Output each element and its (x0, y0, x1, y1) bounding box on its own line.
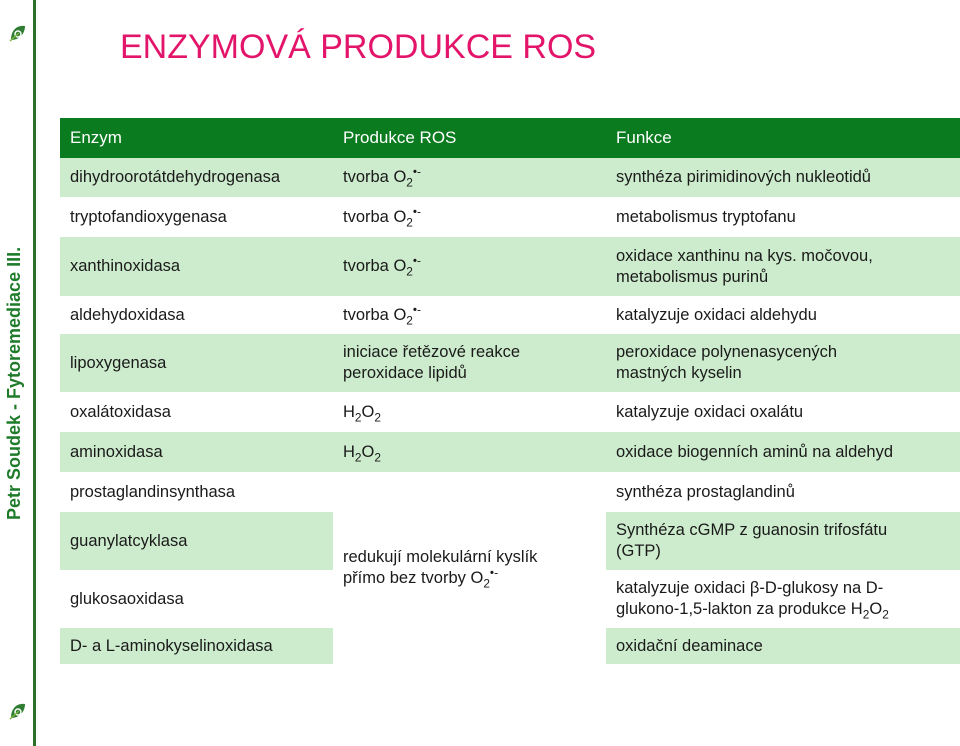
table-row (60, 334, 960, 392)
funkce-cell: oxidace biogenních aminů na aldehyd (606, 432, 960, 472)
ros-cell: tvorba $O_2^{•-}$ (333, 237, 606, 296)
ros-cell: tvorba $O_2^{•-}$ (333, 197, 606, 237)
header-funkce: Funkce (606, 118, 960, 158)
enzym-cell: xanthinoxidasa (60, 237, 333, 296)
enzym-cell: aminoxidasa (60, 432, 333, 472)
table-row (60, 472, 960, 512)
enzyme-table (60, 118, 960, 664)
funkce-cell: metabolismus tryptofanu (606, 197, 960, 237)
table-row (60, 237, 960, 296)
leaf-logo-icon (7, 22, 29, 44)
funkce-cell: oxidační deaminace (606, 628, 960, 664)
enzym-cell: tryptofandioxygenasa (60, 197, 333, 237)
enzym-cell: oxalátoxidasa (60, 392, 333, 432)
slide-content (36, 0, 960, 746)
enzym-cell: prostaglandinsynthasa (60, 472, 333, 512)
enzym-cell: glukosaoxidasa (60, 570, 333, 628)
ros-cell: $H_2O_2$ (333, 432, 606, 472)
leaf-logo-icon (7, 700, 29, 722)
table-row (60, 197, 960, 237)
ros-cell: $H_2O_2$ (333, 392, 606, 432)
funkce-cell: Synthéza cGMP z guanosin trifosfátu (GTP) (606, 512, 960, 570)
sidebar (0, 0, 36, 746)
funkce-cell: synthéza pirimidinových nukleotidů (606, 158, 960, 197)
table-row (60, 158, 960, 197)
ros-merged-cell: redukují molekulární kyslík přímo bez tvorby $O_2^{•-}$ (333, 472, 606, 664)
header-enzym: Enzym (60, 118, 333, 158)
enzym-cell: dihydroorotátdehydrogenasa (60, 158, 333, 197)
header-produkce-ros: Produkce ROS (333, 118, 606, 158)
table-row (60, 392, 960, 432)
enzym-cell: D- a L-aminokyselinoxidasa (60, 628, 333, 664)
funkce-cell: synthéza prostaglandinů (606, 472, 960, 512)
enzym-cell: guanylatcyklasa (60, 512, 333, 570)
funkce-cell: katalyzuje oxidaci oxalátu (606, 392, 960, 432)
table-header-row (60, 118, 960, 158)
funkce-cell: katalyzuje oxidaci β-D-glukosy na D- glukono-1,5-lakton za produkce $H_2O_2$ (606, 570, 960, 628)
enzym-cell: aldehydoxidasa (60, 296, 333, 334)
funkce-cell: oxidace xanthinu na kys. močovou, metabolismus purinů (606, 237, 960, 296)
sidebar-label: Petr Soudek - Fytoremediace III. (4, 246, 24, 520)
funkce-cell: peroxidace polynenasycených mastných kyselin (606, 334, 960, 392)
enzym-cell: lipoxygenasa (60, 334, 333, 392)
ros-cell: tvorba $O_2^{•-}$ (333, 158, 606, 197)
table-row (60, 296, 960, 334)
page-title: ENZYMOVÁ PRODUKCE ROS (120, 28, 597, 66)
ros-cell: iniciace řetězové reakce peroxidace lipidů (333, 334, 606, 392)
funkce-cell: katalyzuje oxidaci aldehydu (606, 296, 960, 334)
ros-cell: tvorba $O_2^{•-}$ (333, 296, 606, 334)
table-row (60, 432, 960, 472)
